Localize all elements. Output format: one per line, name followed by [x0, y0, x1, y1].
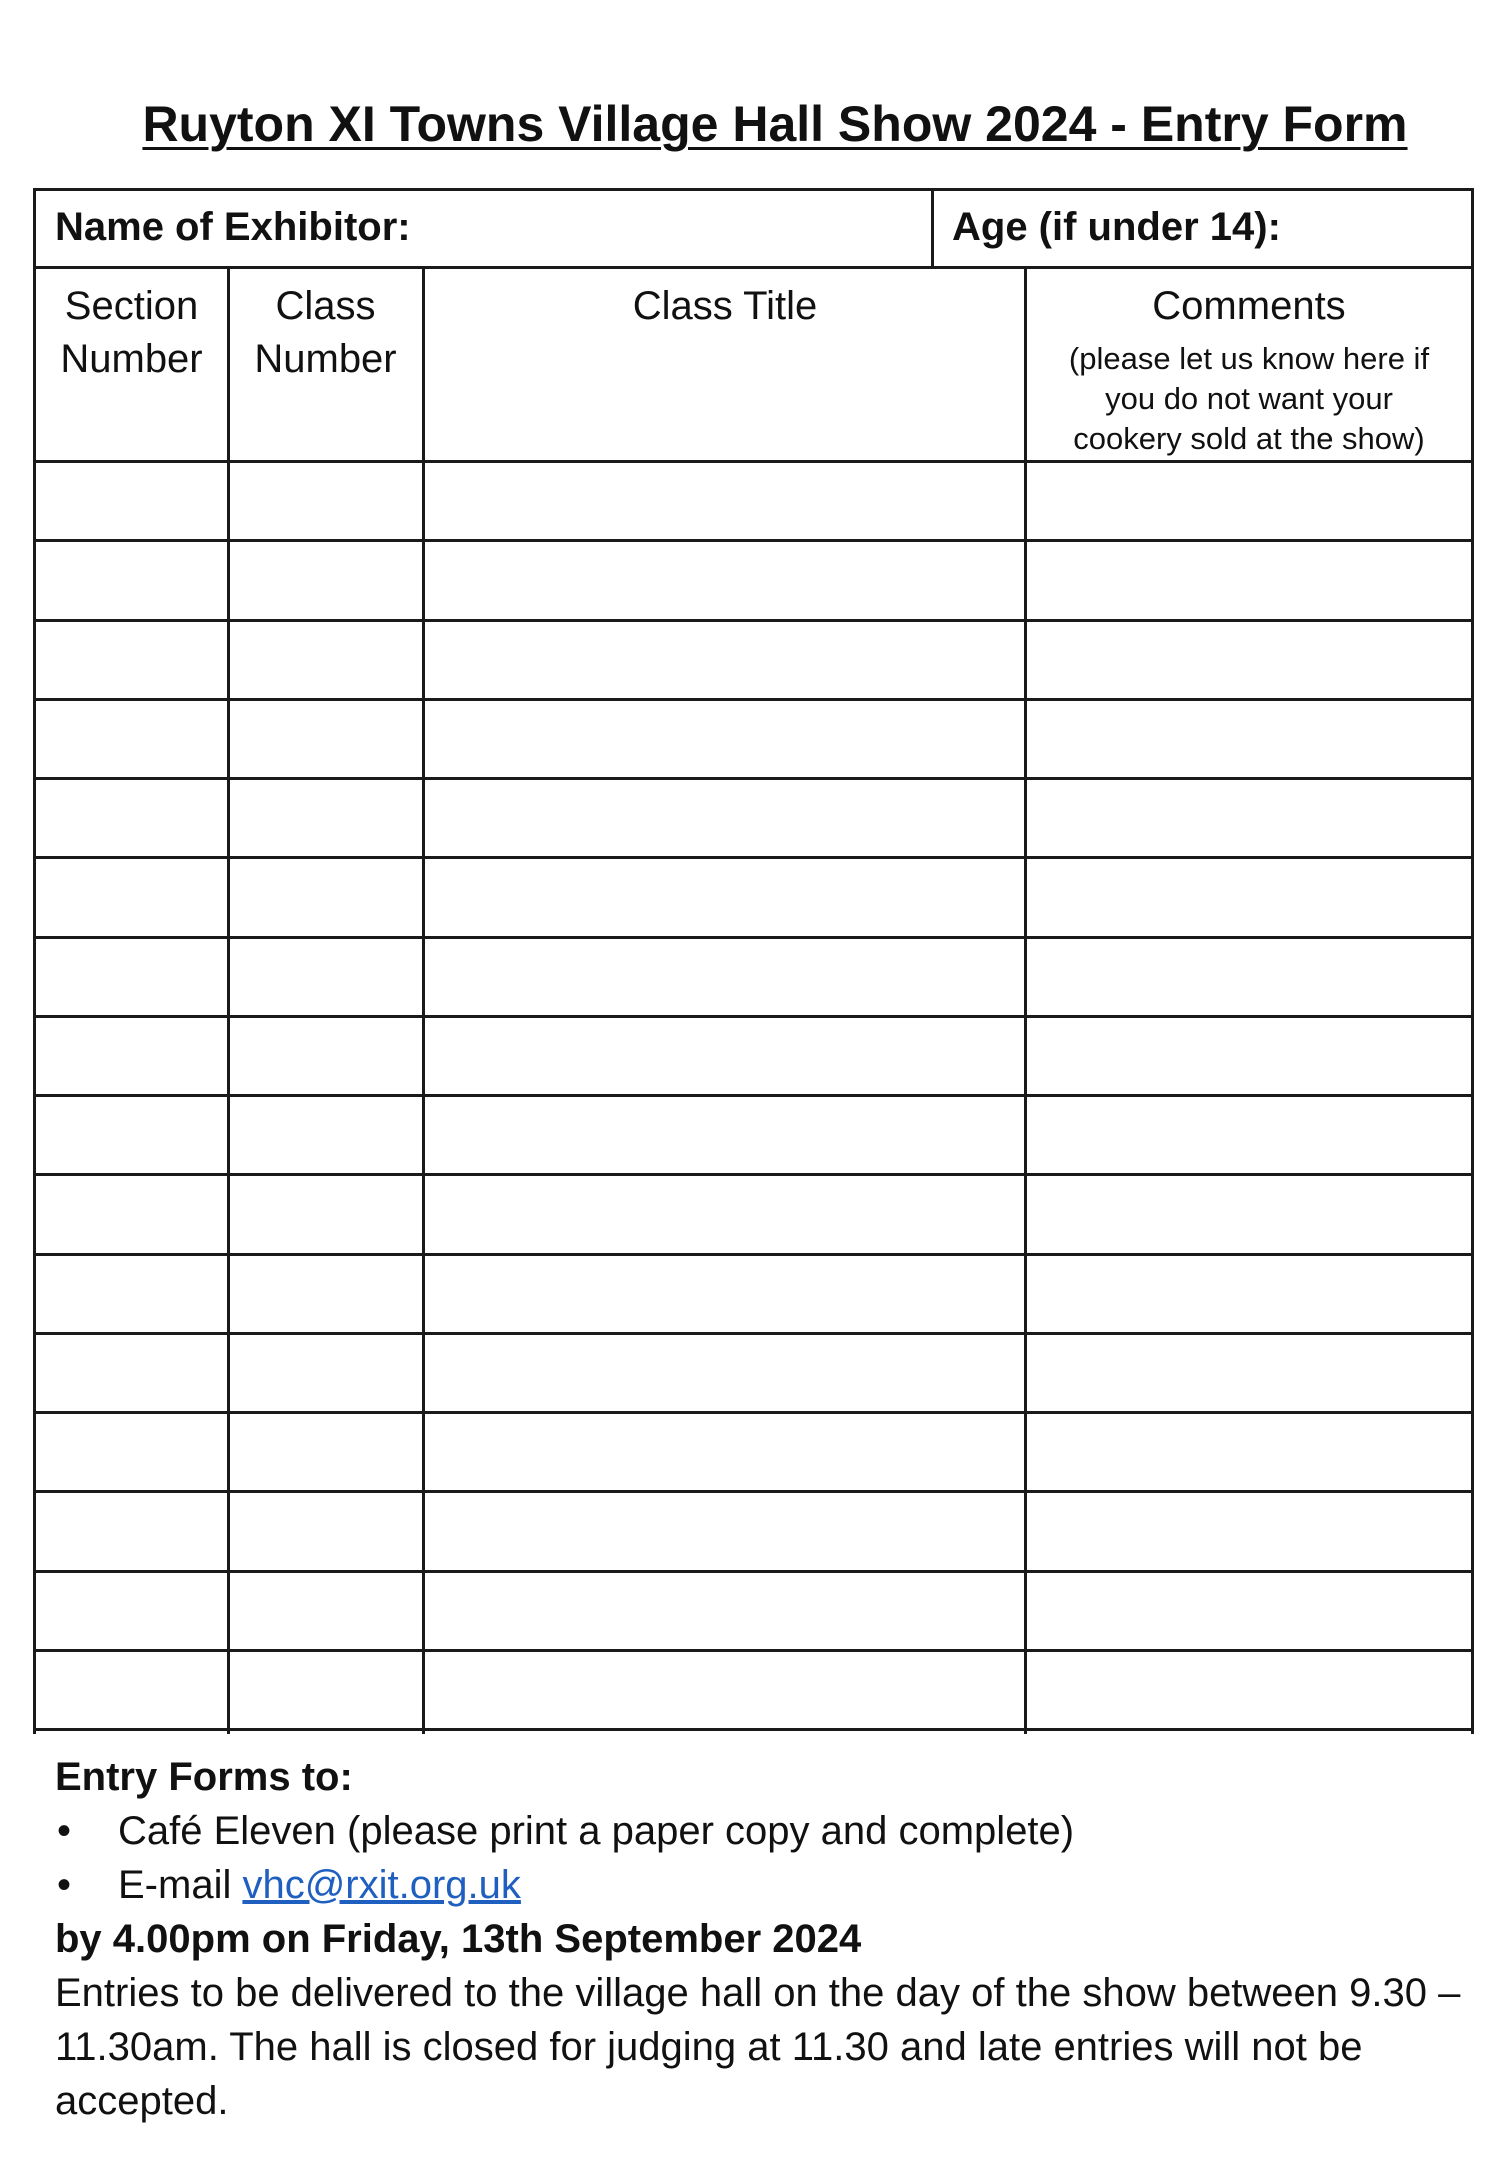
section-number-cell[interactable] [36, 1493, 227, 1569]
comments-cell[interactable] [1027, 622, 1471, 698]
class-title-cell[interactable] [425, 1018, 1024, 1094]
form-title: Ruyton XI Towns Village Hall Show 2024 - Entry Form [142, 96, 1408, 152]
comments-cell[interactable] [1027, 1018, 1471, 1094]
email-prefix: E-mail [118, 1863, 243, 1907]
comments-cell[interactable] [1027, 1335, 1471, 1411]
col-header-section-number: Section Number [60, 284, 203, 381]
class-number-cell[interactable] [230, 463, 422, 539]
bullet-dot-icon: • [57, 1809, 72, 1853]
section-number-cell[interactable] [36, 1256, 227, 1332]
section-number-cell[interactable] [36, 1097, 227, 1173]
class-number-cell[interactable] [230, 542, 422, 618]
class-number-cell[interactable] [230, 780, 422, 856]
entry-forms-heading: Entry Forms to: [55, 1755, 353, 1799]
comments-cell[interactable] [1027, 463, 1471, 539]
age-label: Age (if under 14): [952, 205, 1281, 249]
class-number-cell[interactable] [230, 1335, 422, 1411]
class-title-cell[interactable] [425, 1652, 1024, 1728]
section-number-cell[interactable] [36, 1573, 227, 1649]
comments-cell[interactable] [1027, 542, 1471, 618]
section-number-cell[interactable] [36, 939, 227, 1015]
class-title-cell[interactable] [425, 622, 1024, 698]
class-title-cell[interactable] [425, 939, 1024, 1015]
class-title-cell[interactable] [425, 463, 1024, 539]
comments-cell[interactable] [1027, 1573, 1471, 1649]
delivery-note: Entries to be delivered to the village hall on the day of the show between 9.30 – 11.30am. The hall is closed for judging at 11.30 and late entries will not be accepted. [55, 1971, 1461, 2123]
comments-cell[interactable] [1027, 1176, 1471, 1252]
class-number-cell[interactable] [230, 1573, 422, 1649]
class-title-cell[interactable] [425, 859, 1024, 935]
section-number-cell[interactable] [36, 780, 227, 856]
class-title-cell[interactable] [425, 1256, 1024, 1332]
class-title-cell[interactable] [425, 1414, 1024, 1490]
class-number-cell[interactable] [230, 701, 422, 777]
age-field[interactable] [934, 191, 1471, 266]
section-number-cell[interactable] [36, 859, 227, 935]
class-number-cell[interactable] [230, 1256, 422, 1332]
table-row-border [33, 1728, 1474, 1731]
col-header-comments [1027, 280, 1471, 459]
col-header-comments-note: (please let us know here if you do not want your cookery sold at the show) [1068, 341, 1430, 456]
col-header-class-title: Class Title [632, 284, 818, 328]
deadline-text: by 4.00pm on Friday, 13th September 2024 [55, 1917, 862, 1961]
class-title-cell[interactable] [425, 1335, 1024, 1411]
class-title-cell[interactable] [425, 1493, 1024, 1569]
comments-cell[interactable] [1027, 1493, 1471, 1569]
section-number-cell[interactable] [36, 1414, 227, 1490]
exhibitor-name-field[interactable] [36, 191, 931, 266]
class-number-cell[interactable] [230, 859, 422, 935]
class-title-cell[interactable] [425, 780, 1024, 856]
submission-info [55, 1750, 1475, 2128]
section-number-cell[interactable] [36, 463, 227, 539]
class-number-cell[interactable] [230, 1493, 422, 1569]
class-title-cell[interactable] [425, 542, 1024, 618]
section-number-cell[interactable] [36, 1176, 227, 1252]
class-number-cell[interactable] [230, 1652, 422, 1728]
comments-cell[interactable] [1027, 780, 1471, 856]
bullet-email [55, 1858, 1475, 1912]
section-number-cell[interactable] [36, 701, 227, 777]
col-header-comments-label: Comments [1152, 284, 1346, 328]
class-number-cell[interactable] [230, 939, 422, 1015]
email-link[interactable]: vhc@rxit.org.uk [242, 1863, 521, 1907]
comments-cell[interactable] [1027, 1414, 1471, 1490]
section-number-cell[interactable] [36, 1018, 227, 1094]
section-number-cell[interactable] [36, 1652, 227, 1728]
class-number-cell[interactable] [230, 622, 422, 698]
class-number-cell[interactable] [230, 1018, 422, 1094]
bullet-dot-icon: • [57, 1863, 72, 1907]
section-number-cell[interactable] [36, 622, 227, 698]
table-border-header-bottom [33, 266, 1474, 269]
section-number-cell[interactable] [36, 1335, 227, 1411]
class-number-cell[interactable] [230, 1176, 422, 1252]
class-title-cell[interactable] [425, 1097, 1024, 1173]
comments-cell[interactable] [1027, 1652, 1471, 1728]
table-border-right [1471, 188, 1474, 1734]
comments-cell[interactable] [1027, 1256, 1471, 1332]
class-title-cell[interactable] [425, 1176, 1024, 1252]
comments-cell[interactable] [1027, 701, 1471, 777]
class-number-cell[interactable] [230, 1097, 422, 1173]
comments-cell[interactable] [1027, 859, 1471, 935]
class-number-cell[interactable] [230, 1414, 422, 1490]
section-number-cell[interactable] [36, 542, 227, 618]
class-title-cell[interactable] [425, 1573, 1024, 1649]
comments-cell[interactable] [1027, 939, 1471, 1015]
col-header-class-number: Class Number [254, 284, 397, 381]
bullet-cafe [55, 1804, 1475, 1858]
bullet-cafe-text: Café Eleven (please print a paper copy and complete) [118, 1809, 1075, 1853]
comments-cell[interactable] [1027, 1097, 1471, 1173]
class-title-cell[interactable] [425, 701, 1024, 777]
exhibitor-name-label: Name of Exhibitor: [55, 205, 411, 249]
